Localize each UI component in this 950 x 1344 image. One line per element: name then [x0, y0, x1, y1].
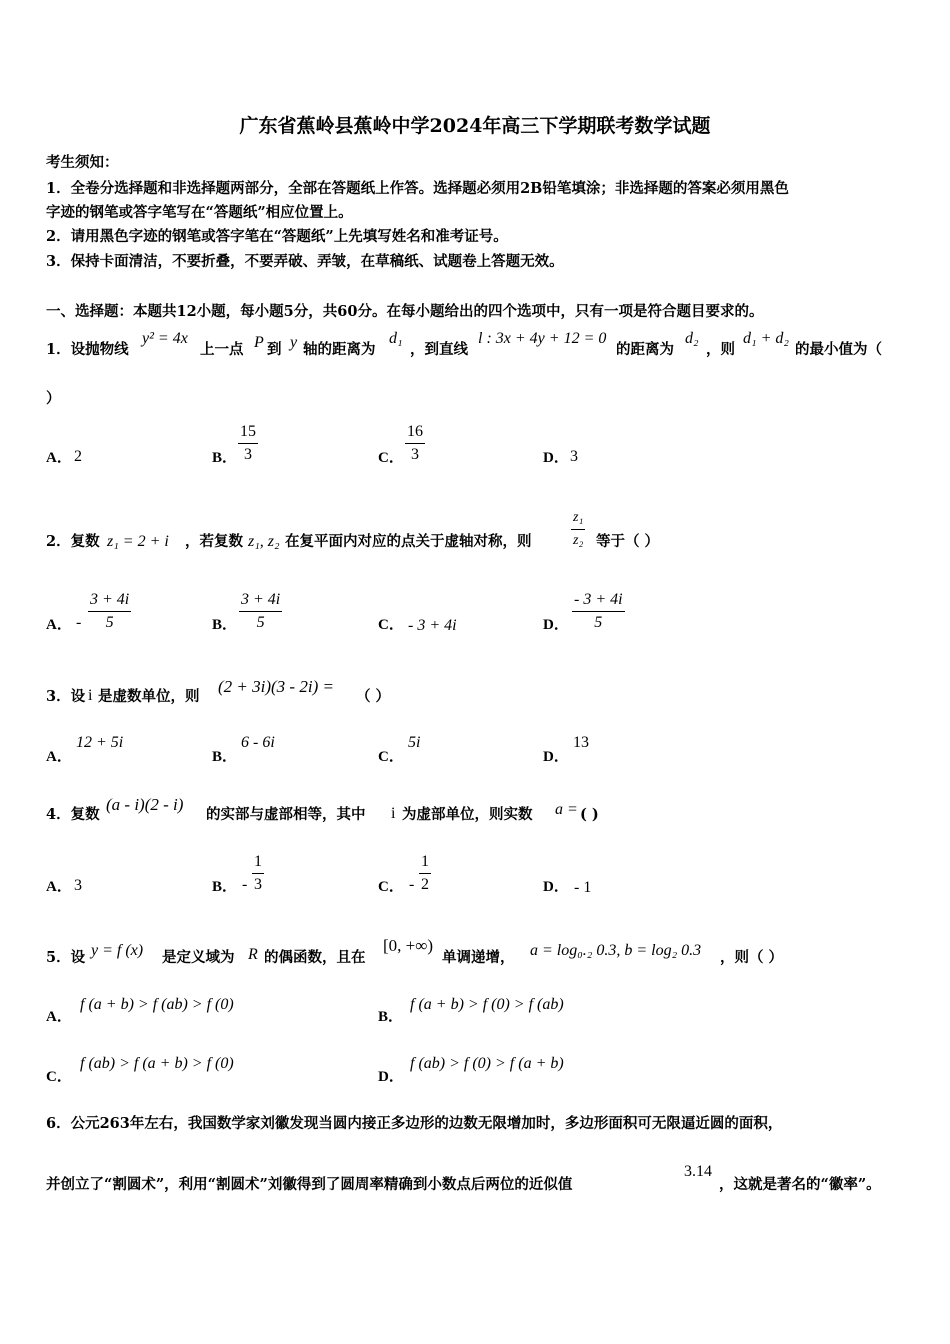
q2-fraction — [571, 508, 585, 551]
q5-option-a: f (a + b) > f (ab) > f (0) — [80, 996, 234, 1013]
q1-close-paren: ） — [46, 390, 61, 407]
q2-fraction-num: z₁ — [573, 510, 584, 525]
q5-text-2: 是定义域为 — [162, 949, 235, 966]
notice-item-1-cont: 字迹的钢笔或答字笔写在“答题纸”相应位置上。 — [46, 204, 353, 221]
q1-option-b-fraction — [238, 422, 258, 465]
q1-text-2: 上一点 — [200, 341, 244, 358]
q1-option-b-label: B． — [212, 450, 238, 466]
q5-text-3: 的偶函数，且在 — [264, 949, 366, 966]
q5-ab-expr: a = log₀.₂ 0.3, b = log₂ 0.3 — [530, 942, 702, 959]
q1-text-8: 的最小值为（ — [795, 341, 882, 358]
q4-option-b-num: 1 — [254, 853, 262, 870]
section-heading: 一、选择题：本题共12小题，每小题5分，共60分。在每小题给出的四个选项中，只有一项是符合题目要求的。 — [46, 303, 764, 320]
q5-option-b-label: B． — [378, 1009, 404, 1025]
q1-option-a-label: A． — [46, 450, 72, 466]
q5-option-d: f (ab) > f (0) > f (a + b) — [410, 1055, 564, 1072]
q3-option-d: 13 — [573, 734, 589, 751]
q1-option-b-num: 15 — [240, 423, 256, 440]
q5-option-b: f (a + b) > f (0) > f (ab) — [410, 996, 564, 1013]
q6-pi-value: 3.14 — [684, 1163, 712, 1180]
q1-option-a: 2 — [74, 448, 82, 465]
q2-option-b-label: B． — [212, 617, 238, 633]
q4-option-d: - 1 — [574, 879, 592, 896]
q5-option-c: f (ab) > f (a + b) > f (0) — [80, 1055, 234, 1072]
q4-option-d-label: D． — [543, 879, 569, 895]
q1-line-expr: l : 3x + 4y + 12 = 0 — [478, 330, 607, 347]
q4-option-c-num: 1 — [421, 853, 429, 870]
q2-z1-z2: z₁, z₂ — [248, 533, 280, 550]
q6-line-2-end: ，这就是著名的“徽率”。 — [719, 1176, 881, 1193]
q4-text-1: 4．复数 — [46, 806, 100, 823]
q2-text-4: 等于（ ） — [596, 533, 660, 550]
q1-d1: d₁ — [389, 330, 403, 347]
q3-option-a: 12 + 5i — [76, 734, 124, 751]
q5-text-1: 5．设 — [46, 949, 86, 966]
q5-option-c-label: C． — [46, 1069, 72, 1085]
page-title: 广东省蕉岭县蕉岭中学2024年高三下学期联考数学试题 — [239, 115, 711, 137]
q2-option-a-num: 3 + 4i — [90, 591, 130, 608]
q2-option-b-fraction — [239, 590, 282, 633]
q3-text-3: （ ） — [356, 688, 391, 705]
q1-text-4: 轴的距离为 — [303, 341, 376, 358]
q3-option-b-label: B． — [212, 749, 238, 765]
q1-axis-y: y — [290, 334, 298, 351]
q4-option-c-sign: - — [409, 876, 415, 893]
q2-option-a-sign: - — [76, 614, 82, 631]
q1-point-p: P — [254, 334, 264, 351]
q3-i: i — [88, 687, 93, 704]
q2-text-3: 在复平面内对应的点关于虚轴对称，则 — [285, 533, 532, 550]
q4-text-3: 为虚部单位，则实数 — [402, 806, 533, 823]
q1-text-5: ，到直线 — [410, 341, 468, 358]
q2-option-d-den: 5 — [594, 614, 603, 631]
q1-sum-expr: d₁ + d₂ — [743, 330, 789, 347]
q4-text-4: ( ) — [580, 806, 599, 823]
q5-text-5: ，则（ ） — [720, 949, 784, 966]
q3-option-c-label: C． — [378, 749, 404, 765]
q4-expr: (a - i)(2 - i) — [106, 795, 184, 814]
q2-option-a-den: 5 — [105, 614, 114, 631]
q6-line-2: 并创立了“割圆术”，利用“割圆术”刘徽得到了圆周率精确到小数点后两位的近似值 — [46, 1176, 573, 1193]
q1-option-d: 3 — [570, 448, 578, 465]
q2-option-d-num: - 3 + 4i — [574, 591, 623, 608]
q5-function-expr: y = f (x) — [91, 942, 144, 959]
q1-text-3: 到 — [267, 341, 282, 358]
q6-line-1: 6．公元263年左右，我国数学家刘徽发现当圆内接正多边形的边数无限增加时，多边形面积可无限逼近圆的面积， — [46, 1115, 783, 1132]
q2-option-d-label: D． — [543, 617, 569, 633]
q3-option-d-label: D． — [543, 749, 569, 765]
q4-option-b-sign: - — [242, 876, 248, 893]
q1-parabola-expr: y² = 4x — [142, 330, 188, 347]
notice-item-1: 1．全卷分选择题和非选择题两部分，全部在答题纸上作答。选择题必须用2B铅笔填涂；非选择题的答案必须用黑色 — [46, 180, 789, 197]
q4-option-c-fraction — [419, 852, 431, 895]
notice-heading: 考生须知： — [46, 154, 119, 171]
q2-option-b-den: 5 — [256, 614, 265, 631]
q1-text-1: 1．设抛物线 — [46, 341, 129, 358]
notice-item-3: 3．保持卡面清洁，不要折叠，不要弄破、弄皱，在草稿纸、试题卷上答题无效。 — [46, 253, 564, 270]
q4-option-c-den: 2 — [421, 876, 429, 893]
q4-option-b-fraction — [252, 852, 264, 895]
q5-interval: [0, +∞) — [383, 936, 434, 955]
q1-option-b-den: 3 — [244, 446, 252, 463]
q5-option-a-label: A． — [46, 1009, 72, 1025]
q2-option-a-label: A． — [46, 617, 72, 633]
notice-item-2: 2．请用黑色字迹的钢笔或答字笔在“答题纸”上先填写姓名和准考证号。 — [46, 228, 508, 245]
q5-R: R — [248, 946, 258, 963]
q1-d2: d₂ — [685, 330, 699, 347]
q2-option-d-fraction — [572, 590, 625, 633]
q1-text-6: 的距离为 — [616, 341, 674, 358]
q2-z1-expr: z₁ = 2 + i — [107, 533, 169, 550]
q1-option-c-num: 16 — [407, 423, 423, 440]
q3-option-c: 5i — [408, 734, 421, 751]
q5-text-4: 单调递增， — [442, 949, 515, 966]
q1-text-7: ，则 — [706, 341, 735, 358]
q4-option-a: 3 — [74, 877, 82, 894]
q1-option-c-fraction — [405, 422, 425, 465]
q3-option-b: 6 - 6i — [241, 734, 275, 751]
q1-option-c-den: 3 — [411, 446, 419, 463]
q2-option-a-fraction — [88, 590, 131, 633]
q4-option-b-den: 3 — [254, 876, 262, 893]
q1-option-d-label: D． — [543, 450, 569, 466]
q2-option-c-label: C． — [378, 617, 404, 633]
q2-text-2: ，若复数 — [185, 533, 243, 550]
q4-option-a-label: A． — [46, 879, 72, 895]
q3-text-1: 3．设 — [46, 688, 86, 705]
q4-option-c-label: C． — [378, 879, 404, 895]
q4-text-2: 的实部与虚部相等，其中 — [206, 806, 366, 823]
q3-expr: (2 + 3i)(3 - 2i) = — [218, 677, 334, 696]
q4-a: a = — [555, 801, 578, 818]
q2-fraction-den: z₂ — [573, 533, 584, 548]
q3-text-2: 是虚数单位，则 — [98, 688, 200, 705]
q3-option-a-label: A． — [46, 749, 72, 765]
q4-i: i — [391, 805, 396, 822]
q1-option-c-label: C． — [378, 450, 404, 466]
q4-option-b-label: B． — [212, 879, 238, 895]
q2-text-1: 2．复数 — [46, 533, 100, 550]
q5-option-d-label: D． — [378, 1069, 404, 1085]
q2-option-b-num: 3 + 4i — [241, 591, 281, 608]
q2-option-c: - 3 + 4i — [408, 617, 457, 634]
